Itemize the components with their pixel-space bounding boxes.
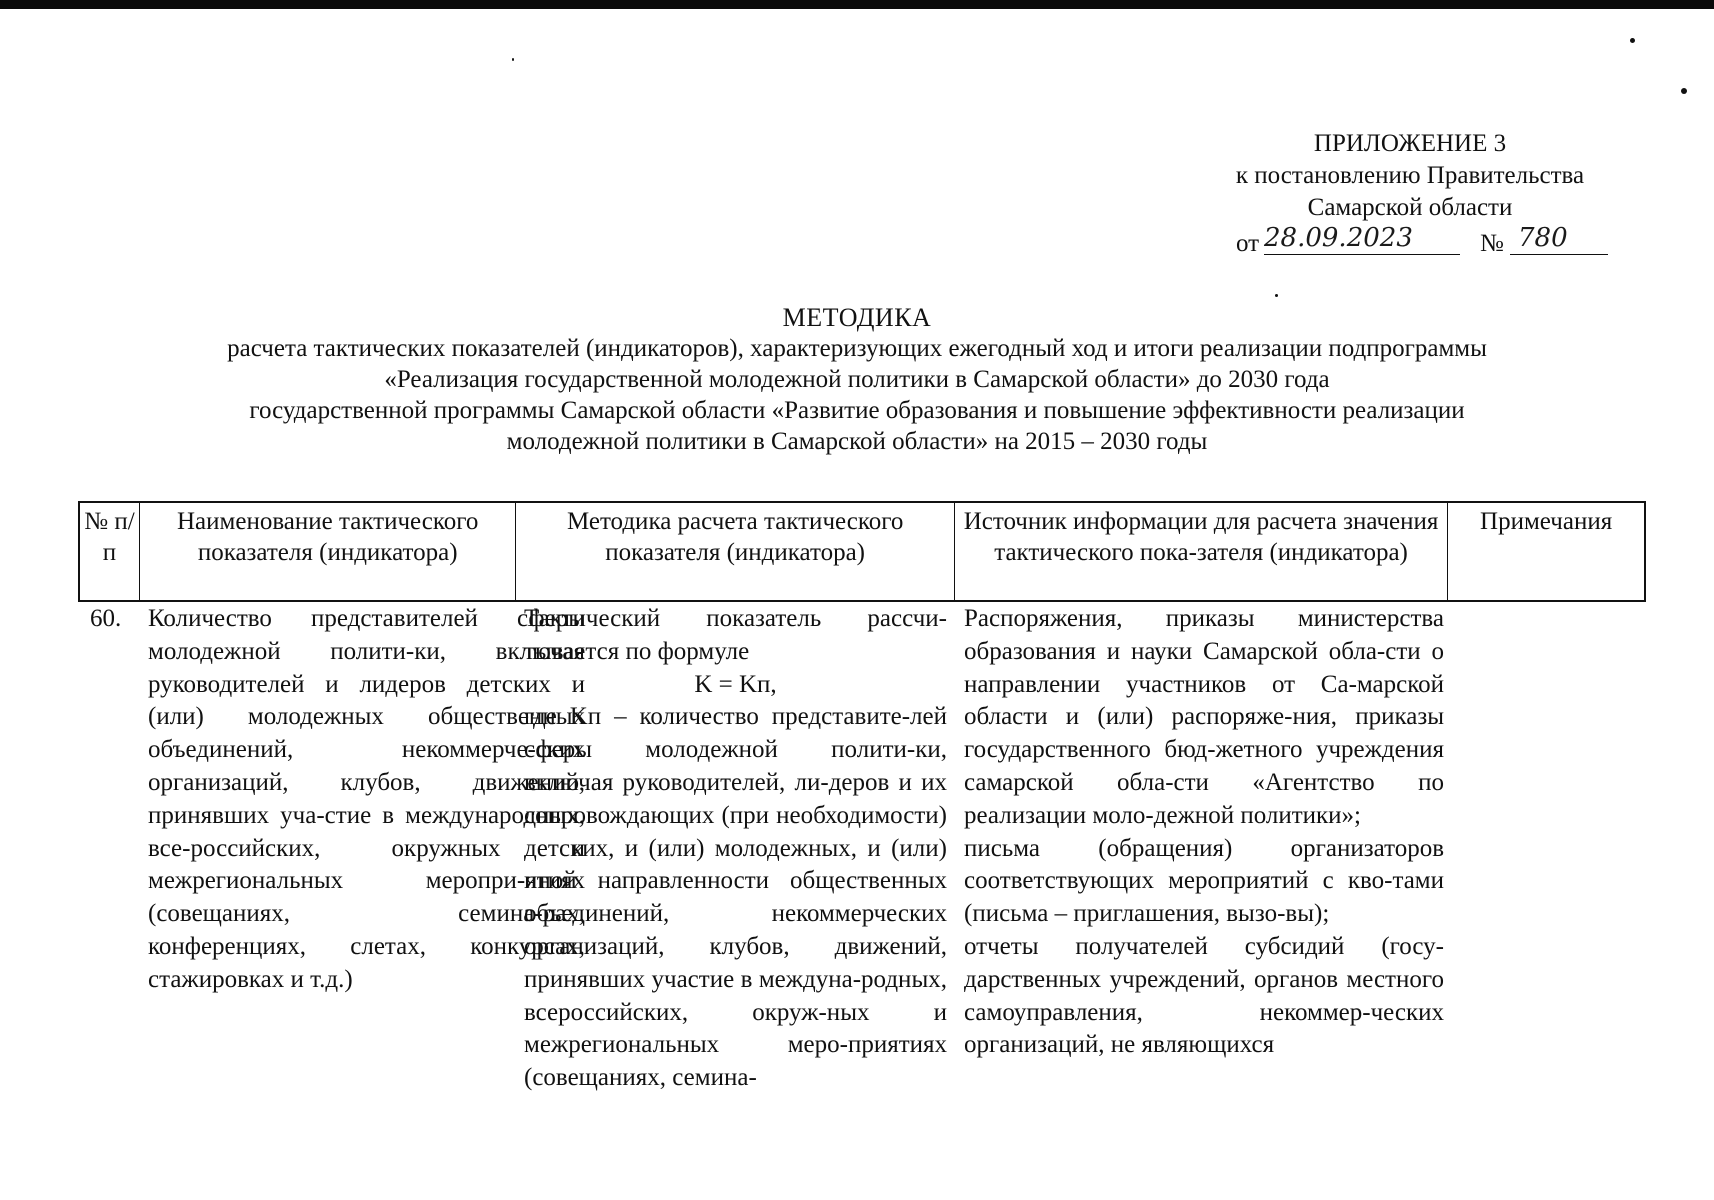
number-value: 780	[1518, 223, 1568, 253]
document-title-block	[0, 302, 1714, 457]
document-subtitle-line-1: расчета тактических показателей (индикаторов), характеризующих ежегодный ход и итоги реализации подпрограммы	[227, 335, 1487, 362]
row-method	[524, 603, 947, 1095]
header-method: Методика расчета тактического показателя (индикатора)	[516, 503, 954, 600]
scan-top-edge	[0, 0, 1714, 9]
scan-speck	[1630, 38, 1635, 43]
table-header	[78, 501, 1646, 602]
appendix-title: ПРИЛОЖЕНИЕ 3	[1313, 130, 1507, 157]
date-underline	[1264, 254, 1460, 255]
row-source-paragraph-2: письма (обращения) организаторов соответствующих мероприятий с кво-тами (письма – приглашения, вызо-вы);	[964, 834, 1444, 928]
appendix-date-number-line	[1180, 224, 1640, 260]
row-source-paragraph-1: Распоряжения, приказы министерства образования и науки Самарской обла-сти о направлении участников от Са-марской области и (или) распоряже-ния, приказы государственного бюд-жетного учреждения самарской обла-сти «Агентство по реализации моло-дежной политики»;	[964, 605, 1444, 829]
appendix-line-2: Самарской области	[1307, 194, 1513, 221]
date-prefix: от	[1236, 230, 1260, 257]
document-subtitle-line-3: государственной программы Самарской области «Развитие образования и повышение эффективности реализации	[249, 397, 1465, 424]
scan-speck	[1681, 88, 1687, 94]
header-num: № п/п	[80, 503, 140, 600]
header-name: Наименование тактического показателя (индикатора)	[140, 503, 517, 600]
row-name-text: Количество представителей сферы молодежной полити-ки, включая руководителей и лидеров детских и (или) молодежных общественных объединений, некоммерче-ских организаций, клубов, движений, принявших уча-стие в международных, все-российских, окружных и межрегиональных меропри-ятиях (совещаниях, семина-рах, конференциях, слетах, конкурсах, стажировках и т.д.)	[148, 605, 585, 993]
header-notes: Примечания	[1480, 508, 1613, 535]
document-subtitle-line-2: «Реализация государственной молодежной политики в Самарской области» до 2030 года	[384, 366, 1330, 393]
appendix-block	[1180, 128, 1640, 260]
row-source	[964, 603, 1444, 1062]
header-source: Источник информации для расчета значения тактического пока-зателя (индикатора)	[955, 503, 1448, 600]
row-name	[148, 603, 585, 997]
number-prefix: №	[1480, 230, 1504, 257]
date-value: 28.09.2023	[1264, 223, 1413, 253]
row-source-paragraph-3: отчеты получателей субсидий (госу-дарственных учреждений, органов местного самоуправления, некоммер-ческих организаций, не являющихся	[964, 932, 1444, 1059]
scan-speck	[512, 58, 514, 61]
document-title: МЕТОДИКА	[782, 303, 932, 332]
number-underline	[1510, 254, 1608, 255]
row-method-formula: K = Kп,	[694, 670, 777, 698]
document-subtitle-line-4: молодежной политики в Самарской области» на 2015 – 2030 годы	[506, 428, 1208, 455]
scan-speck	[1275, 294, 1278, 297]
row-method-body: где Kп – количество представите-лей сферы молодежной полити-ки, включая руководителей, ли-деров и их сопровождающих (при необходимости) детских, и (или) молодежных, и (или) иной направленности общественных объединений, некоммерческих организаций, клубов, движений, принявших участие в междуна-родных, всероссийских, окруж-ных и межрегиональных меро-приятиях (совещаниях, семина-	[524, 703, 947, 1092]
appendix-line-1: к постановлению Правительства	[1235, 162, 1585, 189]
row-num: 60.	[90, 605, 122, 632]
row-method-intro: Тактический показатель рассчи-тывается по формуле	[524, 605, 947, 665]
